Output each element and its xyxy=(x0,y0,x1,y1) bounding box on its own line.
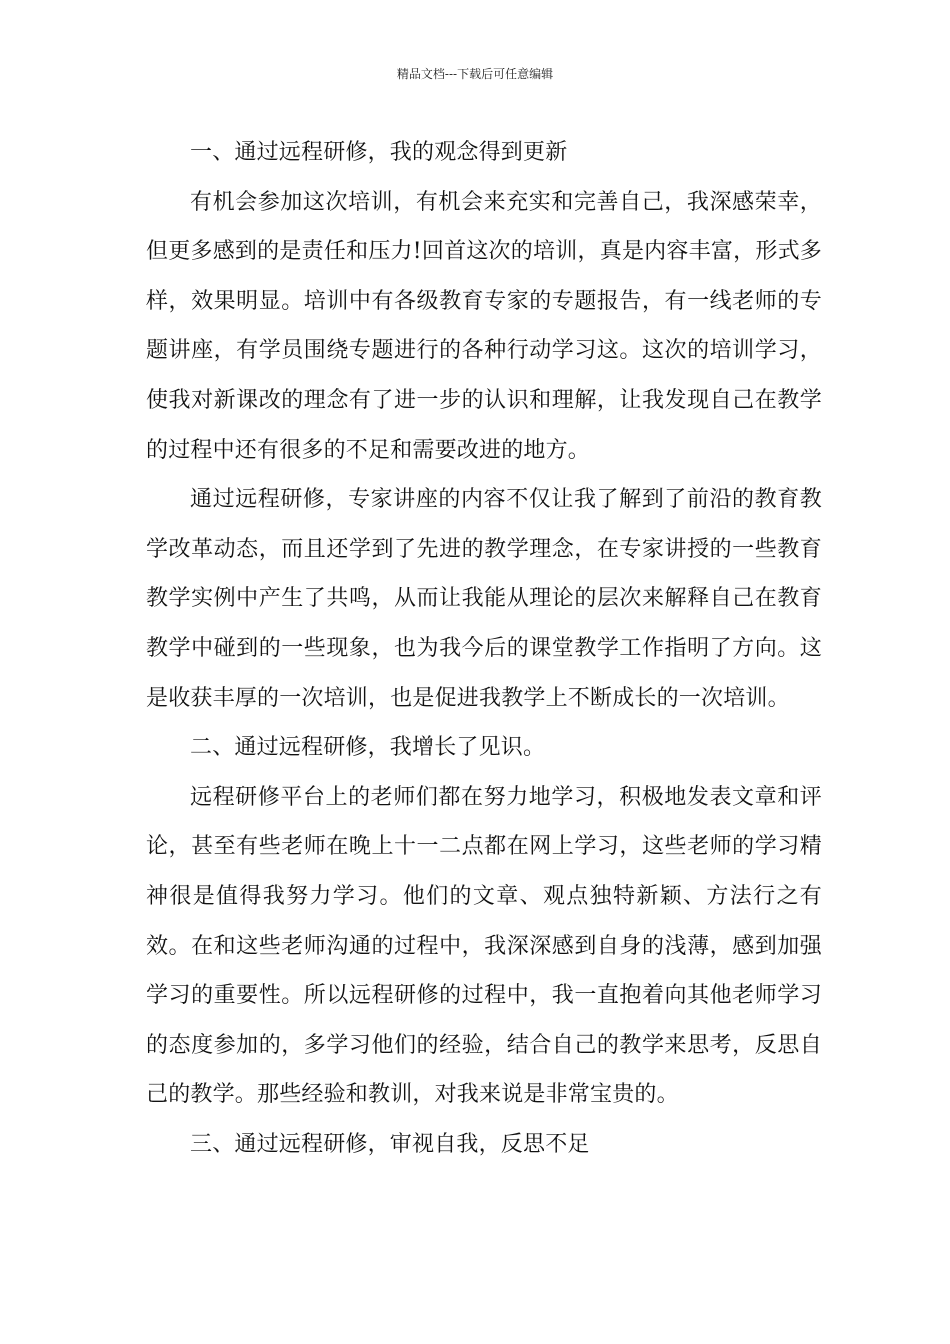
document-body xyxy=(146,128,822,1169)
body-paragraph: 远程研修平台上的老师们都在努力地学习，积极地发表文章和评论，甚至有些老师在晚上十一二点都在网上学习，这些老师的学习精神很是值得我努力学习。他们的文章、观点独特新颖、方法行之有效。在和这些老师沟通的过程中，我深深感到自身的浅薄，感到加强学习的重要性。所以远程研修的过程中，我一直抱着向其他老师学习的态度参加的，多学习他们的经验，结合自己的教学来思考，反思自己的教学。那些经验和教训，对我来说是非常宝贵的。 xyxy=(146,784,822,1108)
page-header: 精品文档---下载后可任意编辑 xyxy=(396,67,554,81)
section-heading-1: 一、通过远程研修，我的观念得到更新 xyxy=(190,140,568,165)
section-heading-2: 二、通过远程研修，我增长了见识。 xyxy=(190,735,546,761)
section-heading-3: 三、通过远程研修，审视自我，反思不足 xyxy=(190,1131,590,1157)
body-paragraph: 通过远程研修，专家讲座的内容不仅让我了解到了前沿的教育教学改革动态，而且还学到了先进的教学理念，在专家讲授的一些教育教学实例中产生了共鸣，从而让我能从理论的层次来解释自己在教育教学中碰到的一些现象，也为我今后的课堂教学工作指明了方向。这是收获丰厚的一次培训，也是促进我教学上不断成长的一次培训。 xyxy=(146,487,822,711)
body-paragraph: 有机会参加这次培训，有机会来充实和完善自己，我深感荣幸，但更多感到的是责任和压力!回首这次的培训，真是内容丰富，形式多样，效果明显。培训中有各级教育专家的专题报告，有一线老师的专题讲座，有学员围绕专题进行的各种行动学习这。这次的培训学习，使我对新课改的理念有了进一步的认识和理解，让我发现自己在教学的过程中还有很多的不足和需要改进的地方。 xyxy=(146,189,822,463)
